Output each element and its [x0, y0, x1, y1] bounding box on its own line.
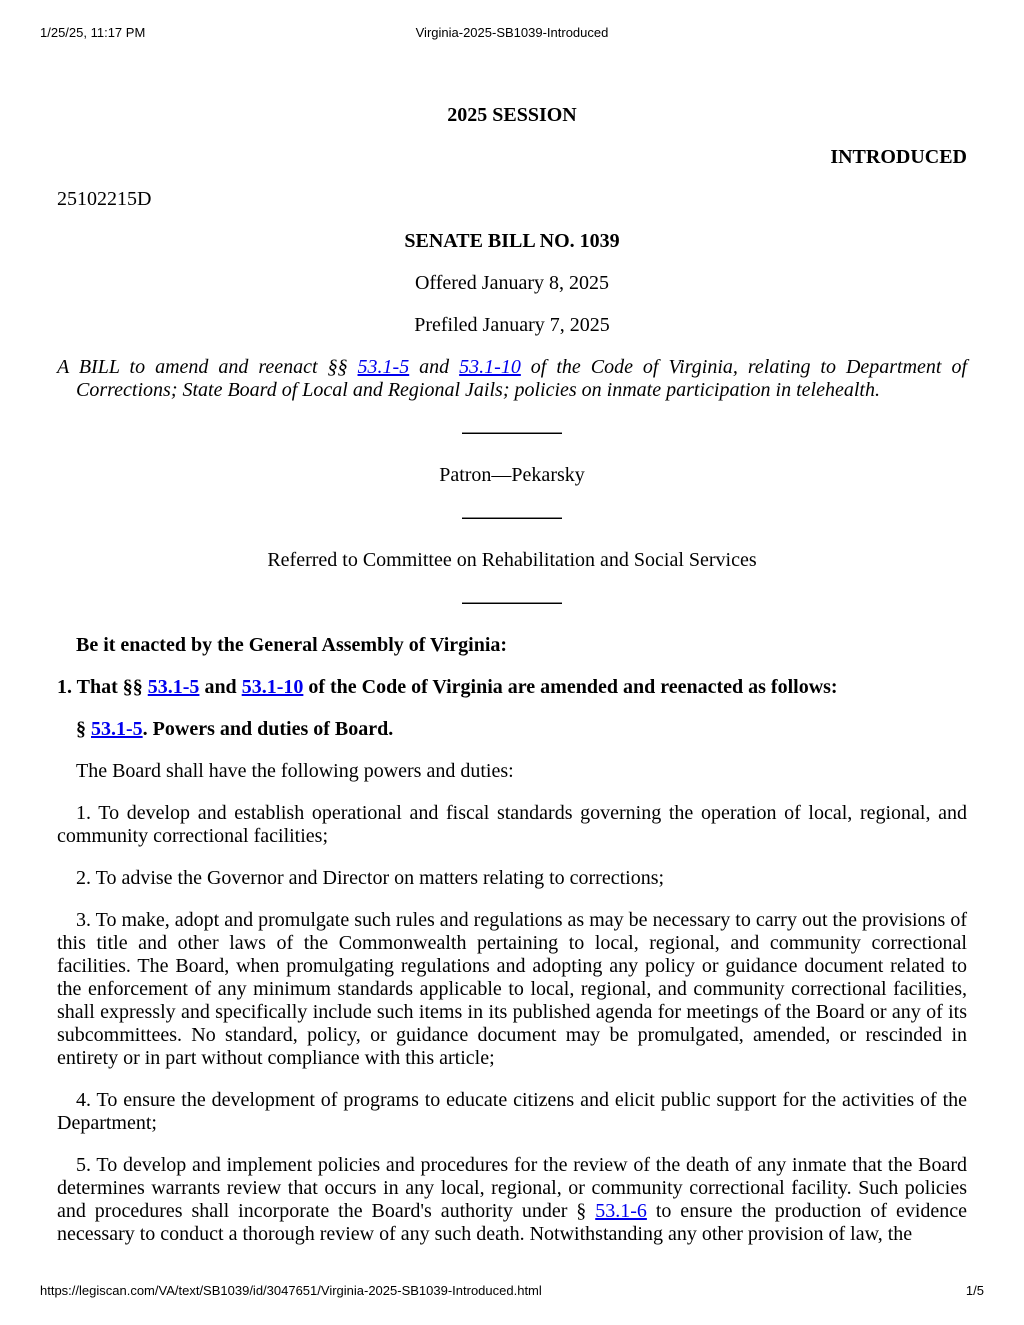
- offered-line: Offered January 8, 2025: [414, 272, 609, 294]
- code-section-link-53-1-10[interactable]: 53.1-10: [241, 676, 304, 698]
- print-datetime: 1/25/25, 11:17 PM: [40, 25, 146, 40]
- status-introduced: INTRODUCED: [830, 146, 967, 168]
- code-section-heading: [57, 718, 967, 741]
- session-heading: 2025 SESSION: [447, 104, 577, 126]
- section-divider: [462, 602, 562, 604]
- patron-line: Patron—Pekarsky: [439, 464, 585, 486]
- section-divider: [462, 432, 562, 434]
- footer-url: https://legiscan.com/VA/text/SB1039/id/3047651/Virginia-2025-SB1039-Introduced.html: [40, 1283, 542, 1298]
- powers-intro: The Board shall have the following powers and duties:: [76, 760, 514, 782]
- item5-text: to ensure the production of evidence necessary to conduct a thorough review of any such death. Notwithstanding any other provision of law, the: [57, 1200, 968, 1245]
- summary-text: and: [409, 356, 460, 378]
- prefiled-line: Prefiled January 7, 2025: [414, 314, 610, 336]
- section-divider: [462, 517, 562, 519]
- amendment-text: of the Code of Virginia are amended and reenacted as follows:: [303, 676, 838, 698]
- amendment-text: and: [199, 676, 242, 698]
- bill-document: [57, 85, 967, 1246]
- section-heading-text: §: [76, 718, 91, 740]
- print-header: [40, 25, 984, 40]
- print-doc-title: Virginia-2025-SB1039-Introduced: [415, 25, 609, 40]
- enacting-clause: Be it enacted by the General Assembly of Virginia:: [76, 634, 508, 656]
- code-section-link-53-1-5[interactable]: 53.1-5: [357, 356, 410, 378]
- committee-referral-line: Referred to Committee on Rehabilitation and Social Services: [267, 549, 757, 571]
- code-section-link-53-1-5[interactable]: 53.1-5: [91, 718, 143, 740]
- code-section-link-53-1-6[interactable]: 53.1-6: [595, 1200, 647, 1222]
- bill-item-5: [57, 1154, 967, 1246]
- page-indicator: 1/5: [965, 1283, 984, 1298]
- item5-text: 5. To develop and implement policies and procedures for the review of the death of any inmate that the Board determines warrants review that occurs in any local, regional, or community correctional facility. Such policies and procedures shall incorporate the Board's authority under §: [57, 1154, 967, 1222]
- summary-text: of the Code of Virginia, relating to Department of Corrections; State Board of Local and Regional Jails; policies on inmate participation in telehealth.: [76, 356, 968, 401]
- bill-number-heading: SENATE BILL NO. 1039: [404, 230, 620, 252]
- lr-number: 25102215D: [57, 188, 152, 210]
- bill-item-3: 3. To make, adopt and promulgate such rules and regulations as may be necessary to carry out the provisions of this title and other laws of the Commonwealth pertaining to local, regional, and community correctional facilities. The Board, when promulgating regulations and adopting any policy or guidance document related to the enforcement of any minimum standards applicable to local, regional, and community correctional facilities, shall expressly and specifically include such items in its published agenda for meetings of the Board or any of its subcommittees. No standard, policy, or guidance document may be promulgated, amended, or rescinded in entirety or in part without compliance with this article;: [57, 909, 967, 1069]
- bill-item-1: 1. To develop and establish operational and fiscal standards governing the operation of local, regional, and community correctional facilities;: [57, 802, 967, 847]
- print-footer: [40, 1283, 984, 1298]
- summary-text: A BILL to amend and reenact §§: [57, 356, 358, 378]
- code-section-link-53-1-10[interactable]: 53.1-10: [459, 356, 521, 378]
- code-section-link-53-1-5[interactable]: 53.1-5: [147, 676, 200, 698]
- bill-item-2: 2. To advise the Governor and Director on matters relating to corrections;: [76, 867, 665, 889]
- amendment-clause: [57, 676, 967, 699]
- bill-summary: [57, 356, 967, 402]
- section-heading-text: . Powers and duties of Board.: [142, 718, 394, 740]
- amendment-text: 1. That §§: [57, 676, 148, 698]
- bill-item-4: 4. To ensure the development of programs to educate citizens and elicit public support for the activities of the Department;: [57, 1089, 967, 1134]
